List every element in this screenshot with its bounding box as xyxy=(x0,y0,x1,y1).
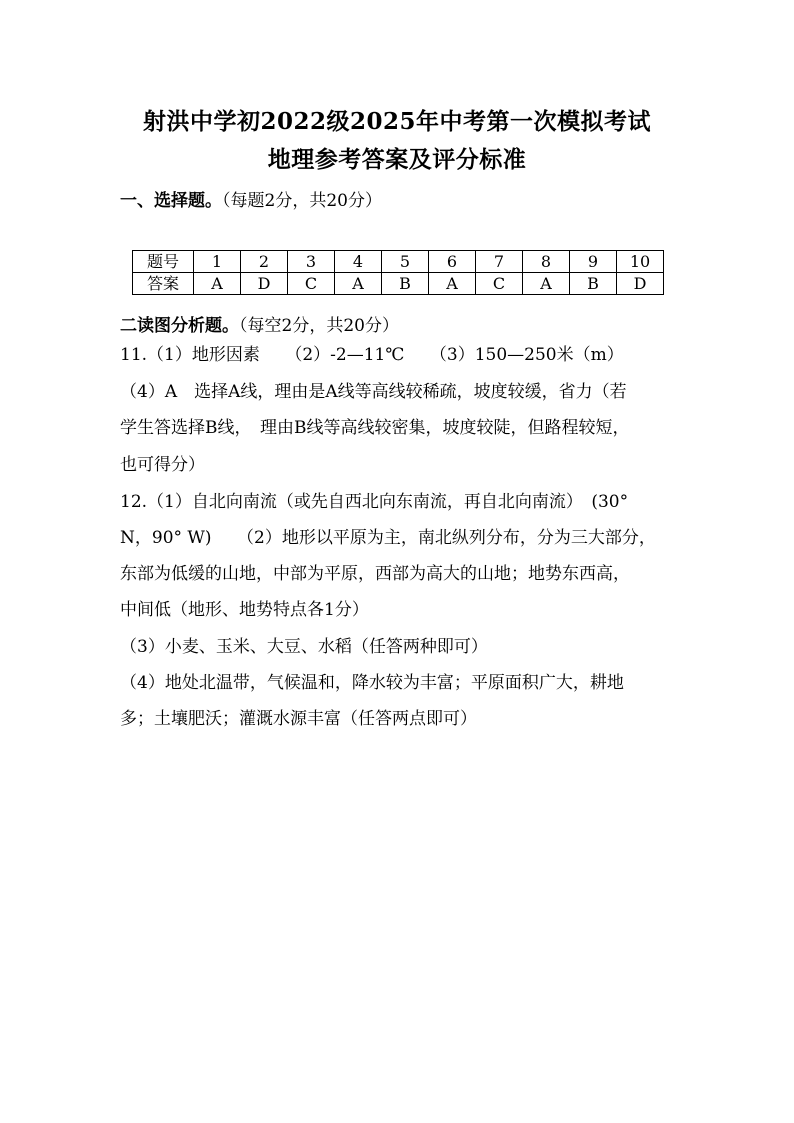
question-number: 2 xyxy=(241,251,288,273)
answer-line: N，90° W) （2）地形以平原为主，南北纵列分布，分为三大部分， xyxy=(120,528,656,548)
answer-table xyxy=(132,250,664,295)
question-number: 3 xyxy=(288,251,335,273)
question-number: 4 xyxy=(335,251,382,273)
answer-line: 11.（1）地形因素 （2）-2—11℃ （3）150—250米（m） xyxy=(120,345,624,365)
section1-title: 一、选择题。 xyxy=(120,191,222,211)
answer-line: 中间低（地形、地势特点各1分） xyxy=(120,600,369,620)
section1-note: （每题2分，共20分） xyxy=(222,191,382,211)
answer-cell: B xyxy=(382,273,429,295)
row-label-answer: 答案 xyxy=(133,273,194,295)
answer-line: （3）小麦、玉米、大豆、水稻（任答两种即可） xyxy=(120,637,488,657)
answer-line: （4）A 选择A线，理由是A线等高线较稀疏，坡度较缓，省力（若 xyxy=(120,382,627,402)
question-number: 9 xyxy=(570,251,617,273)
question-number: 6 xyxy=(429,251,476,273)
answer-cell: A xyxy=(523,273,570,295)
row-label-number: 题号 xyxy=(133,251,194,273)
section2-note: （每空2分，共20分） xyxy=(239,316,399,336)
table-row-answers xyxy=(133,273,664,295)
answer-line: 多；土壤肥沃；灌溉水源丰富（任答两点即可） xyxy=(120,709,477,729)
question-number: 5 xyxy=(382,251,429,273)
answer-cell: A xyxy=(335,273,382,295)
section2-heading xyxy=(120,311,399,336)
question-number: 10 xyxy=(617,251,664,273)
exam-title: 射洪中学初2022级2025年中考第一次模拟考试 xyxy=(142,108,652,135)
answer-line: 12.（1）自北向南流（或先自西北向东南流，再自北向南流） (30° xyxy=(120,492,629,512)
answer-cell: A xyxy=(429,273,476,295)
question-number: 1 xyxy=(194,251,241,273)
answer-line: （4）地处北温带，气候温和，降水较为丰富；平原面积广大，耕地 xyxy=(120,673,624,693)
answer-cell: B xyxy=(570,273,617,295)
section1-heading xyxy=(120,186,382,211)
table-row-numbers xyxy=(133,251,664,273)
question-number: 7 xyxy=(476,251,523,273)
answer-cell: D xyxy=(241,273,288,295)
answer-line: 也可得分） xyxy=(120,455,205,475)
answer-key-subtitle: 地理参考答案及评分标准 xyxy=(267,146,527,173)
answer-line: 学生答选择B线， 理由B线等高线较密集，坡度较陡，但路程较短， xyxy=(120,418,630,438)
answer-cell: C xyxy=(288,273,335,295)
answer-cell: D xyxy=(617,273,664,295)
section2-title: 二读图分析题。 xyxy=(120,316,239,336)
answer-line: 东部为低缓的山地，中部为平原，西部为高大的山地；地势东西高， xyxy=(120,564,630,584)
answer-cell: C xyxy=(476,273,523,295)
answer-cell: A xyxy=(194,273,241,295)
question-number: 8 xyxy=(523,251,570,273)
